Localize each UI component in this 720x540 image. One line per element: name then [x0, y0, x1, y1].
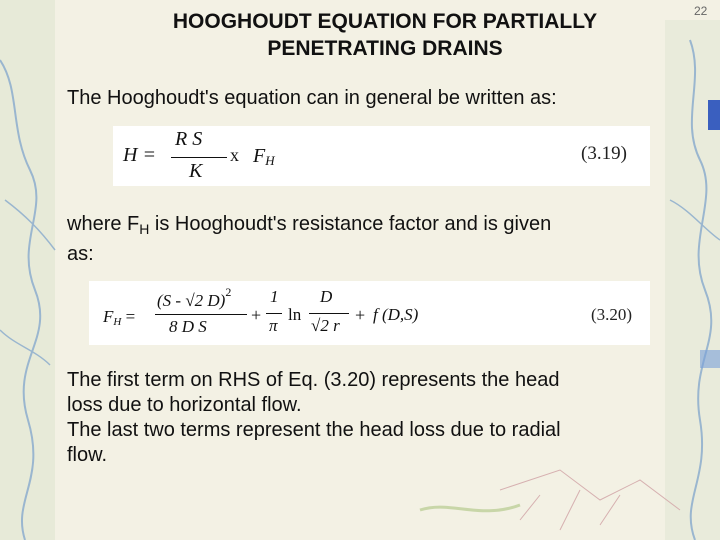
body-text — [67, 368, 667, 468]
slide-title — [70, 8, 700, 62]
eq2-number: (3.20) — [591, 305, 633, 324]
eq2-term1-denominator: 8 D S — [169, 317, 207, 336]
eq2-term4: f (D,S) — [373, 305, 419, 324]
eq1-fraction-bar — [171, 157, 227, 158]
equation-3-19 — [113, 126, 650, 186]
eq2-term2-denominator: π — [269, 316, 278, 335]
eq2-plus-1: + — [251, 305, 262, 325]
body-line-2: loss due to horizontal flow. — [67, 394, 302, 416]
body-line-4: flow. — [67, 444, 108, 466]
eq2-term2-bar — [266, 313, 282, 314]
eq2-term2-numerator: 1 — [270, 287, 279, 306]
eq2-term1-numerator: (S - √2 D)$^2$ — [157, 285, 232, 310]
eq2-term3-numerator: D — [320, 287, 333, 306]
eq1-factor: $F_H$ — [253, 145, 275, 168]
eq2-plus-2: + — [355, 305, 366, 325]
eq1-times: x — [230, 145, 239, 165]
eq1-denominator: K — [189, 160, 203, 182]
where-text: where $F_H$ is Hooghoudt's resistance factor and is given as: — [67, 213, 552, 265]
eq2-ln: ln — [288, 305, 302, 324]
body-line-3: The last two terms represent the head loss due to radial — [67, 419, 561, 441]
eq2-term3-denominator: √2 r — [311, 316, 340, 335]
eq2-lhs: $F_H$ = — [103, 307, 136, 328]
title-line-1: HOOGHOUDT EQUATION FOR PARTIALLY — [172, 10, 598, 33]
intro-text: The Hooghoudt's equation can in general be written as: — [67, 87, 557, 109]
eq1-number: (3.19) — [581, 143, 627, 164]
equation-3-20 — [89, 281, 650, 345]
eq2-term3-bar — [309, 313, 349, 314]
title-line-2: PENETRATING DRAINS — [267, 37, 503, 60]
body-line-1: The first term on RHS of Eq. (3.20) represents the head — [67, 369, 560, 391]
eq2-term1-bar — [155, 314, 247, 315]
eq1-lhs: H = — [123, 144, 156, 166]
page-number: 22 — [694, 4, 708, 18]
eq1-numerator: R S — [175, 128, 203, 150]
